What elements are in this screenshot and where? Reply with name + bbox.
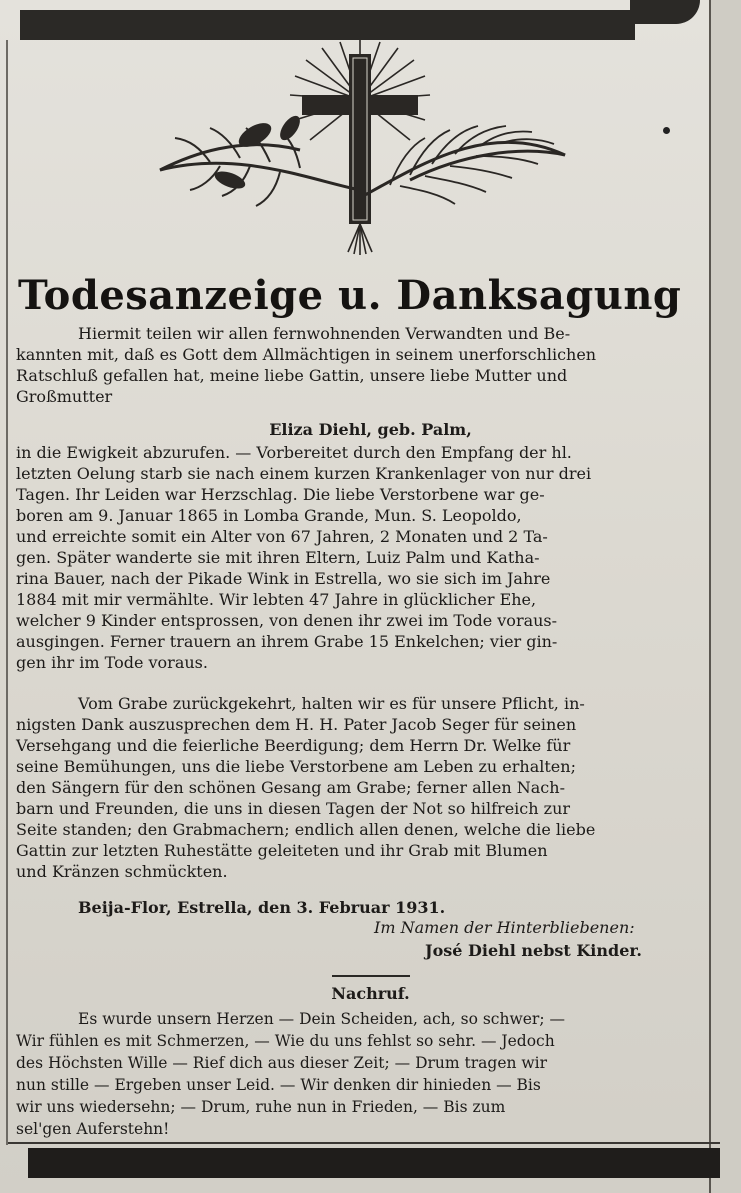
place-and-date: Beija-Flor, Estrella, den 3. Februar 1931. <box>78 898 446 917</box>
thanks-line: Gattin zur letzten Ruhestätte geleiteten und ihr Grab mit Blumen <box>16 841 548 860</box>
ink-dot <box>663 127 670 134</box>
nachruf-title: Nachruf. <box>331 984 410 1003</box>
bottom-border-rule <box>8 1142 720 1144</box>
body-line: gen. Später wanderte sie mit ihren Eltern, Luiz Palm und Katha- <box>16 548 540 567</box>
body-line: 1884 mit mir vermählte. Wir lebten 47 Jahre in glücklicher Ehe, <box>16 590 537 609</box>
top-border-bar-end <box>630 0 700 24</box>
intro-line: Großmutter <box>16 387 113 406</box>
body-line: letzten Oelung starb sie nach einem kurzen Krankenlager von nur drei <box>16 464 592 483</box>
poem-line: sel'gen Auferstehn! <box>16 1120 170 1138</box>
thanks-line: seine Bemühungen, uns die liebe Verstorbene am Leben zu erhalten; <box>16 757 576 776</box>
poem-line: wir uns wiedersehn; — Drum, ruhe nun in Frieden, — Bis zum <box>16 1098 506 1116</box>
intro-paragraph <box>16 323 716 407</box>
poem-line: Es wurde unsern Herzen — Dein Scheiden, ach, so schwer; — <box>78 1010 565 1028</box>
intro-line: kannten mit, daß es Gott dem Allmächtigen in seinem unerforschlichen <box>16 345 597 364</box>
poem-line: Wir fühlen es mit Schmerzen, — Wie du uns fehlst so sehr. — Jedoch <box>16 1032 555 1050</box>
left-border-rule <box>6 40 8 1145</box>
thanks-paragraph <box>16 693 716 882</box>
thanks-line: nigsten Dank auszusprechen dem H. H. Pater Jacob Seger für seinen <box>16 715 577 734</box>
body-line: ausgingen. Ferner trauern an ihrem Grabe 15 Enkelchen; vier gin- <box>16 632 558 651</box>
thanks-line: Vom Grabe zurückgekehrt, halten wir es für unsere Pflicht, in- <box>78 694 585 713</box>
bottom-border-bar <box>28 1148 720 1178</box>
notice-heading: Todesanzeige u. Danksagung <box>18 272 682 319</box>
body-line: und erreichte somit ein Alter von 67 Jahren, 2 Monaten und 2 Ta- <box>16 527 548 546</box>
body-line: Tagen. Ihr Leiden war Herzschlag. Die liebe Verstorbene war ge- <box>16 485 545 504</box>
body-line: welcher 9 Kinder entsprossen, von denen ihr zwei im Tode voraus- <box>16 611 558 630</box>
poem-line: des Höchsten Wille — Rief dich aus dieser Zeit; — Drum tragen wir <box>16 1054 548 1072</box>
signature-name: José Diehl nebst Kinder. <box>425 941 642 960</box>
poem-line: nun stille — Ergeben unser Leid. — Wir denken dir hinieden — Bis <box>16 1076 541 1094</box>
body-line: rina Bauer, nach der Pikade Wink in Estrella, wo sie sich im Jahre <box>16 569 551 588</box>
section-divider <box>332 975 410 977</box>
intro-line: Hiermit teilen wir allen fernwohnenden Verwandten und Be- <box>78 324 571 343</box>
top-border-bar <box>20 10 635 40</box>
thanks-line: barn und Freunden, die uns in diesen Tagen der Not so hilfreich zur <box>16 799 571 818</box>
intro-line: Ratschluß gefallen hat, meine liebe Gattin, unsere liebe Mutter und <box>16 366 568 385</box>
thanks-line: Versehgang und die feierliche Beerdigung; dem Herrn Dr. Welke für <box>16 736 571 755</box>
thanks-line: und Kränzen schmückten. <box>16 862 228 881</box>
body-line: in die Ewigkeit abzurufen. — Vorbereitet durch den Empfang der hl. <box>16 443 572 462</box>
deceased-name: Eliza Diehl, geb. Palm, <box>269 420 472 439</box>
body-line: gen ihr im Tode voraus. <box>16 653 208 672</box>
nachruf-poem <box>16 1008 726 1140</box>
thanks-line: den Sängern für den schönen Gesang am Grabe; ferner allen Nach- <box>16 778 565 797</box>
cross-emblem-icon <box>150 40 570 255</box>
signature-intro: Im Namen der Hinterbliebenen: <box>374 918 635 937</box>
body-line: boren am 9. Januar 1865 in Lomba Grande, Mun. S. Leopoldo, <box>16 506 522 525</box>
thanks-line: Seite standen; den Grabmachern; endlich allen denen, welche die liebe <box>16 820 596 839</box>
obituary-body <box>16 442 716 673</box>
